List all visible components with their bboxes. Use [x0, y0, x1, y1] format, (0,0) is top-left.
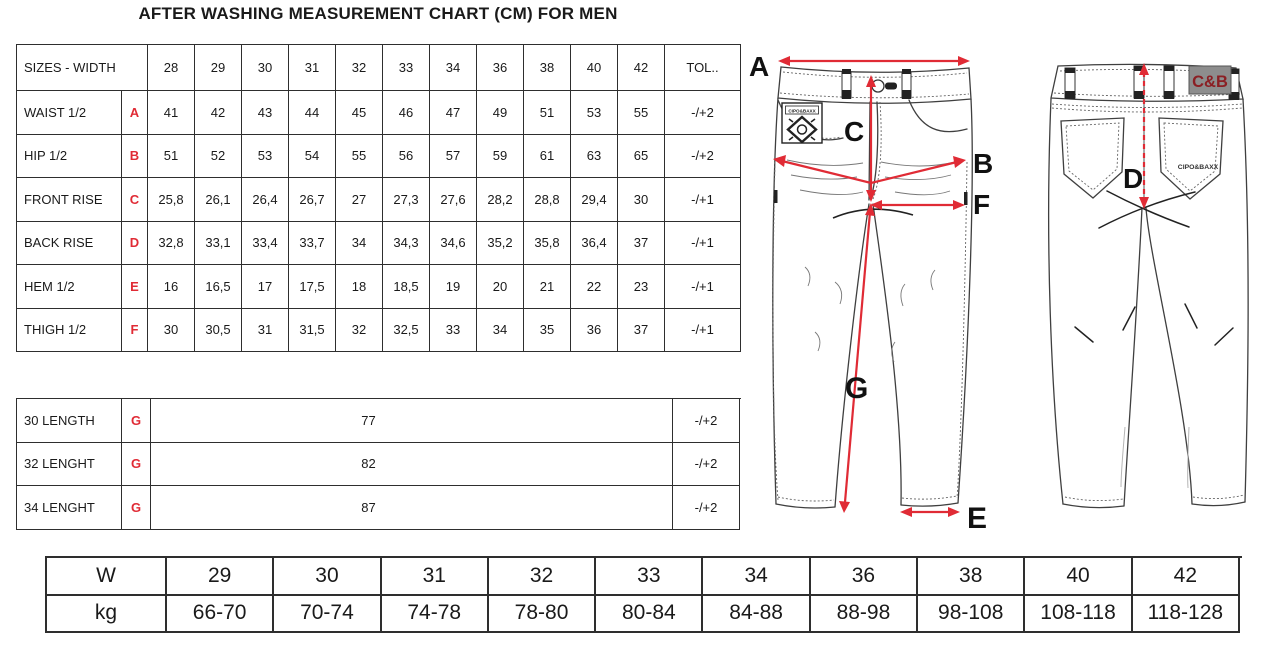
jeans-back-drawing: [1037, 42, 1282, 547]
dim-letter-f: F: [973, 189, 991, 220]
weight-size-cell: 32: [489, 558, 596, 596]
dim-letter-g: G: [845, 372, 869, 405]
row-letter: C: [122, 178, 148, 222]
measurement-row-thigh: [17, 309, 741, 353]
value-cell: 29,4: [571, 178, 618, 222]
cb-label-text: C&B: [1192, 73, 1228, 91]
weight-table-size-row: [47, 558, 1242, 596]
value-cell: 34,3: [383, 222, 430, 266]
value-cell: 26,4: [242, 178, 289, 222]
value-cell: 35,8: [524, 222, 571, 266]
tolerance-cell: -/+2: [665, 135, 741, 179]
value-cell: 53: [571, 91, 618, 135]
jeans-front-drawing: [745, 42, 1010, 547]
tolerance-cell: -/+2: [673, 443, 740, 487]
dim-letter-e: E: [967, 502, 988, 535]
pocket-brand-text: CIPO&BAXX: [1177, 164, 1219, 171]
row-letter: G: [122, 399, 151, 443]
cb-waist-label: [1189, 66, 1231, 94]
value-cell: 25,8: [148, 178, 195, 222]
weight-table-kg-row: [47, 596, 1242, 634]
value-cell: 54: [289, 135, 336, 179]
value-cell: 33,1: [195, 222, 242, 266]
measurement-row-hem: [17, 265, 741, 309]
value-cell: 32,5: [383, 309, 430, 353]
row-letter: A: [122, 91, 148, 135]
weight-range-cell: 98-108: [918, 596, 1025, 634]
value-cell: 30: [618, 178, 665, 222]
value-cell: 63: [571, 135, 618, 179]
value-cell: 35: [524, 309, 571, 353]
value-cell: 44: [289, 91, 336, 135]
value-cell: 53: [242, 135, 289, 179]
size-header-cell: 31: [289, 45, 336, 91]
weight-range-cell: 74-78: [382, 596, 489, 634]
value-cell: 41: [148, 91, 195, 135]
size-header-cell: 29: [195, 45, 242, 91]
value-cell: 30,5: [195, 309, 242, 353]
value-cell: 22: [571, 265, 618, 309]
weight-range-cell: 70-74: [274, 596, 381, 634]
row-letter: B: [122, 135, 148, 179]
jeans-back-illustration: [1037, 42, 1282, 547]
tolerance-cell: -/+1: [665, 265, 741, 309]
measurement-row-front-rise: [17, 178, 741, 222]
value-cell: 23: [618, 265, 665, 309]
value-cell: 18: [336, 265, 383, 309]
measurement-row-hip: [17, 135, 741, 179]
row-label: HEM 1/2: [17, 265, 122, 309]
side-seam-tick-left: [774, 190, 778, 203]
side-seam-tick-right: [964, 192, 968, 205]
value-cell: 51: [524, 91, 571, 135]
tolerance-cell: -/+2: [673, 486, 740, 530]
weight-table: [45, 556, 1242, 633]
row-letter: D: [122, 222, 148, 266]
length-value-cell: 82: [151, 443, 673, 487]
value-cell: 37: [618, 309, 665, 353]
value-cell: 55: [336, 135, 383, 179]
jeans-back-crotch-lines: [1075, 191, 1233, 345]
weight-size-cell: 36: [811, 558, 918, 596]
value-cell: 47: [430, 91, 477, 135]
value-cell: 33: [430, 309, 477, 353]
value-cell: 26,7: [289, 178, 336, 222]
jeans-back-soft-wrinkles: [1121, 427, 1189, 488]
row-label: BACK RISE: [17, 222, 122, 266]
value-cell: 57: [430, 135, 477, 179]
size-header-cell: 33: [383, 45, 430, 91]
size-header-cell: 42: [618, 45, 665, 91]
weight-size-cell: 42: [1133, 558, 1240, 596]
value-cell: 28,2: [477, 178, 524, 222]
value-cell: 42: [195, 91, 242, 135]
row-letter: F: [122, 309, 148, 353]
value-cell: 27,6: [430, 178, 477, 222]
value-cell: 17: [242, 265, 289, 309]
patch-brand-text: CIPO&BAXX: [788, 108, 816, 114]
tolerance-header-cell: TOL..: [665, 45, 741, 91]
dim-letter-a: A: [749, 51, 770, 82]
value-cell: 35,2: [477, 222, 524, 266]
tolerance-cell: -/+2: [665, 91, 741, 135]
weight-range-cell: 88-98: [811, 596, 918, 634]
value-cell: 20: [477, 265, 524, 309]
value-cell: 55: [618, 91, 665, 135]
row-label: THIGH 1/2: [17, 309, 122, 353]
weight-range-cell: 78-80: [489, 596, 596, 634]
size-row-label: W: [47, 558, 167, 596]
value-cell: 49: [477, 91, 524, 135]
row-label: 34 LENGHT: [17, 486, 122, 530]
value-cell: 18,5: [383, 265, 430, 309]
value-cell: 52: [195, 135, 242, 179]
row-letter: G: [122, 486, 151, 530]
weight-size-cell: 30: [274, 558, 381, 596]
jeans-back-outline: [1049, 64, 1248, 507]
value-cell: 21: [524, 265, 571, 309]
value-cell: 36: [571, 309, 618, 353]
row-label: WAIST 1/2: [17, 91, 122, 135]
tolerance-cell: -/+1: [665, 178, 741, 222]
brand-patch: [782, 103, 822, 143]
weight-size-cell: 29: [167, 558, 274, 596]
length-row-30: [17, 399, 741, 443]
weight-range-cell: 80-84: [596, 596, 703, 634]
value-cell: 51: [148, 135, 195, 179]
row-letter: E: [122, 265, 148, 309]
size-header-cell: 34: [430, 45, 477, 91]
value-cell: 33,7: [289, 222, 336, 266]
weight-range-cell: 84-88: [703, 596, 810, 634]
value-cell: 56: [383, 135, 430, 179]
weight-range-cell: 108-118: [1025, 596, 1132, 634]
value-cell: 34: [477, 309, 524, 353]
tolerance-cell: -/+1: [665, 309, 741, 353]
tolerance-cell: -/+2: [673, 399, 740, 443]
kg-row-label: kg: [47, 596, 167, 634]
dim-letter-c: C: [844, 116, 865, 147]
size-header-cell: 40: [571, 45, 618, 91]
value-cell: 36,4: [571, 222, 618, 266]
value-cell: 59: [477, 135, 524, 179]
length-value-cell: 87: [151, 486, 673, 530]
value-cell: 32,8: [148, 222, 195, 266]
measurement-row-waist: [17, 91, 741, 135]
value-cell: 43: [242, 91, 289, 135]
row-letter: G: [122, 443, 151, 487]
value-cell: 31: [242, 309, 289, 353]
weight-range-cell: 66-70: [167, 596, 274, 634]
value-cell: 27,3: [383, 178, 430, 222]
length-table: [16, 398, 741, 530]
value-cell: 16: [148, 265, 195, 309]
size-header-cell: 30: [242, 45, 289, 91]
dim-letter-b: B: [973, 148, 994, 179]
weight-size-cell: 38: [918, 558, 1025, 596]
value-cell: 65: [618, 135, 665, 179]
size-header-cell: 28: [148, 45, 195, 91]
jeans-front-illustration: [745, 42, 1010, 547]
value-cell: 34: [336, 222, 383, 266]
size-header-cell: 36: [477, 45, 524, 91]
sizes-width-header-cell: SIZES - WIDTH: [17, 45, 148, 91]
jeans-back-stitching: [1052, 69, 1244, 500]
value-cell: 37: [618, 222, 665, 266]
size-header-cell: 38: [524, 45, 571, 91]
value-cell: 27: [336, 178, 383, 222]
value-cell: 16,5: [195, 265, 242, 309]
weight-size-cell: 34: [703, 558, 810, 596]
weight-size-cell: 33: [596, 558, 703, 596]
value-cell: 34,6: [430, 222, 477, 266]
value-cell: 28,8: [524, 178, 571, 222]
value-cell: 26,1: [195, 178, 242, 222]
row-label: HIP 1/2: [17, 135, 122, 179]
page-title: AFTER WASHING MEASUREMENT CHART (CM) FOR MEN: [138, 4, 618, 23]
value-cell: 32: [336, 309, 383, 353]
value-cell: 46: [383, 91, 430, 135]
value-cell: 45: [336, 91, 383, 135]
length-value-cell: 77: [151, 399, 673, 443]
length-row-34: [17, 486, 741, 530]
weight-range-cell: 118-128: [1133, 596, 1240, 634]
length-row-32: [17, 443, 741, 487]
weight-size-cell: 40: [1025, 558, 1132, 596]
value-cell: 30: [148, 309, 195, 353]
measurement-row-back-rise: [17, 222, 741, 266]
value-cell: 19: [430, 265, 477, 309]
value-cell: 31,5: [289, 309, 336, 353]
value-cell: 61: [524, 135, 571, 179]
main-table-header-row: [17, 45, 741, 91]
row-label: 32 LENGHT: [17, 443, 122, 487]
row-label: 30 LENGTH: [17, 399, 122, 443]
weight-size-cell: 31: [382, 558, 489, 596]
main-measurement-table: [16, 44, 741, 352]
value-cell: 17,5: [289, 265, 336, 309]
tolerance-cell: -/+1: [665, 222, 741, 266]
row-label: FRONT RISE: [17, 178, 122, 222]
value-cell: 33,4: [242, 222, 289, 266]
dim-letter-d: D: [1123, 163, 1144, 194]
size-header-cell: 32: [336, 45, 383, 91]
